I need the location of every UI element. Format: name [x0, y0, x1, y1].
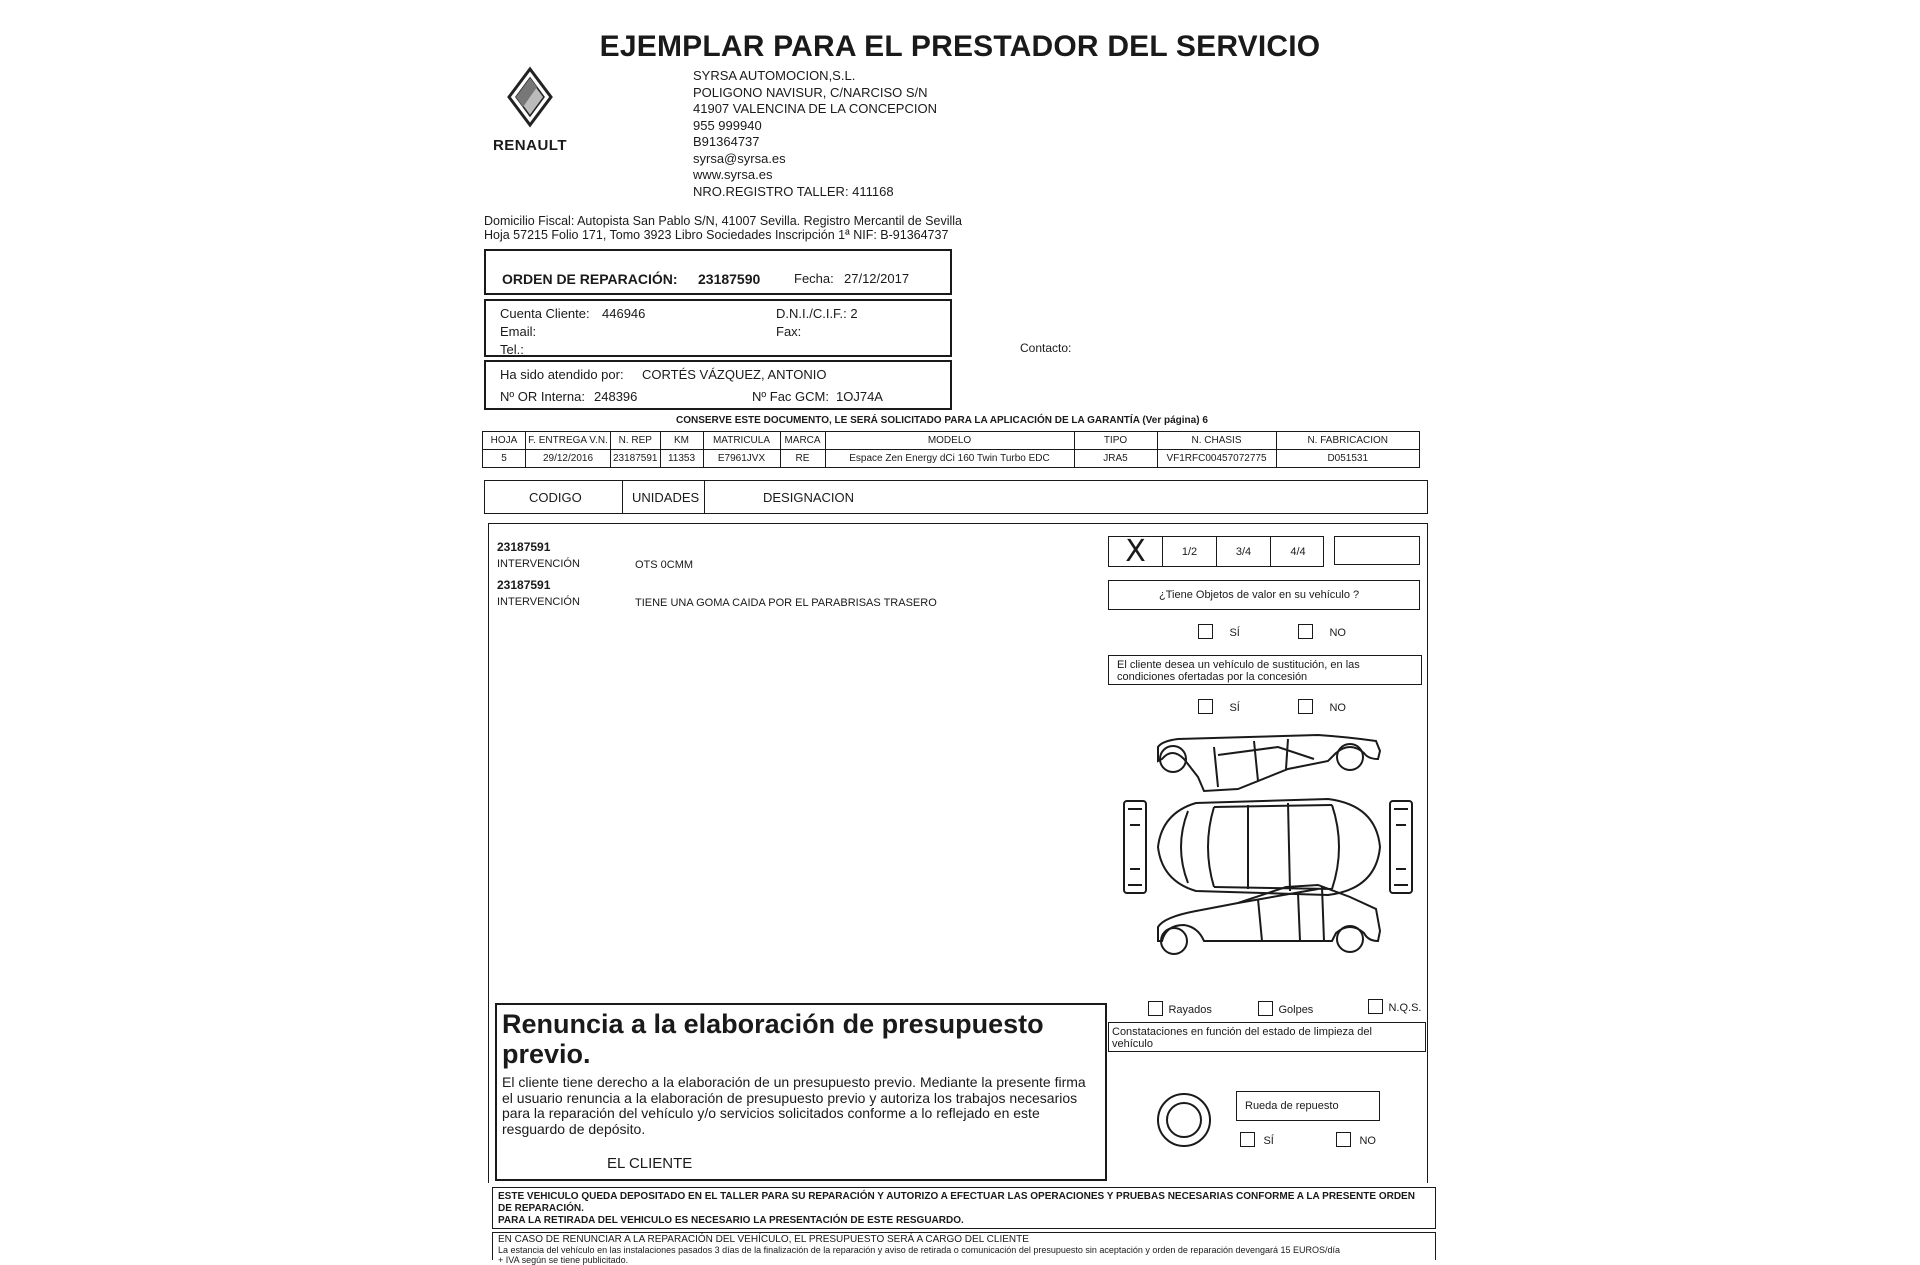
header-hoja: HOJA — [483, 432, 526, 450]
attended-name: CORTÉS VÁZQUEZ, ANTONIO — [642, 367, 827, 382]
items-header-divider-1 — [622, 481, 623, 513]
cell-entrega: 29/12/2016 — [526, 450, 611, 468]
order-label: ORDEN DE REPARACIÓN: — [502, 271, 678, 287]
header-marca: MARCA — [780, 432, 825, 450]
spare-wheel-no-label: NO — [1359, 1135, 1376, 1147]
fiscal-line-2: Hoja 57215 Folio 171, Tomo 3923 Libro Sociedades Inscripción 1ª NIF: B-91364737 — [484, 228, 949, 242]
conditions-box — [492, 1232, 1436, 1265]
or-value: 248396 — [594, 389, 638, 404]
header-codigo: CODIGO — [529, 490, 582, 505]
substitute-no-label: NO — [1329, 702, 1346, 714]
attended-box — [484, 360, 952, 410]
car-top-view — [1158, 799, 1380, 895]
guarantee-notice: CONSERVE ESTE DOCUMENTO, LE SERÁ SOLICITADO PARA LA APLICACIÓN DE LA GARANTÍA (Ver página) 6 — [676, 415, 1208, 426]
order-box — [484, 249, 952, 295]
order-date: 27/12/2017 — [844, 271, 910, 286]
header-chasis: N. CHASIS — [1157, 432, 1276, 450]
substitute-question: El cliente desea un vehículo de sustitución, en las condiciones ofertadas por la concesión — [1117, 659, 1360, 683]
dents-checkbox[interactable] — [1258, 1001, 1273, 1016]
conditions-line-2: La estancia del vehículo en las instalaciones pasados 3 días de la finalización de la reparación y aviso de retirada o comunicación del presupuesto sin aceptación y orden de reparación devengará 15 EUROS/día — [498, 1245, 1341, 1255]
substitute-yes[interactable] — [1198, 698, 1240, 716]
fuel-level-1-4[interactable] — [1109, 533, 1163, 569]
attended-label: Ha sido atendido por: — [500, 367, 624, 382]
company-nif: B91364737 — [693, 134, 760, 149]
valuables-yes[interactable] — [1198, 623, 1240, 641]
cell-matricula: E7961JVX — [703, 450, 780, 468]
item-description: TIENE UNA GOMA CAIDA POR EL PARABRISAS TRASERO — [635, 597, 937, 609]
email-label: Email: — [500, 324, 537, 339]
substitute-no[interactable] — [1298, 698, 1346, 716]
item-code: 23187591 — [497, 578, 551, 592]
nqs-checkbox[interactable] — [1368, 999, 1383, 1014]
renault-logo — [480, 66, 580, 156]
cleaning-note-box — [1108, 1022, 1426, 1052]
header-designacion: DESIGNACION — [763, 490, 855, 505]
cell-hoja: 5 — [483, 450, 526, 468]
valuables-yes-checkbox[interactable] — [1198, 624, 1213, 639]
vehicle-table-header — [483, 432, 1420, 450]
vehicle-table — [482, 431, 1420, 468]
header-tipo: TIPO — [1074, 432, 1157, 450]
cell-modelo: Espace Zen Energy dCi 160 Twin Turbo EDC — [825, 450, 1074, 468]
car-damage-diagram[interactable] — [1118, 725, 1418, 973]
substitute-yes-label: SÍ — [1229, 702, 1240, 714]
account-label: Cuenta Cliente: — [500, 306, 590, 321]
header-km: KM — [660, 432, 703, 450]
contact-label: Contacto: — [1020, 341, 1072, 355]
header-unidades: UNIDADES — [632, 490, 700, 505]
list-item — [497, 540, 694, 578]
waiver-box — [495, 1003, 1107, 1181]
waiver-signature: EL CLIENTE — [607, 1155, 693, 1172]
header-matricula: MATRICULA — [703, 432, 780, 450]
valuables-no-label: NO — [1329, 627, 1346, 639]
company-website: www.syrsa.es — [693, 167, 773, 182]
fuel-level-1-2[interactable]: 1/2 — [1163, 537, 1217, 566]
item-type: INTERVENCIÓN — [497, 558, 580, 570]
substitute-no-checkbox[interactable] — [1298, 699, 1313, 714]
cell-fabricacion: D051531 — [1276, 450, 1420, 468]
cell-tipo: JRA5 — [1074, 450, 1157, 468]
cell-nrep: 23187591 — [611, 450, 661, 468]
header-fabricacion: N. FABRICACION — [1276, 432, 1420, 450]
header-entrega: F. ENTREGA V.N. — [526, 432, 611, 450]
car-side-view-bottom — [1158, 885, 1380, 954]
header-nrep: N. REP — [611, 432, 661, 450]
fac-label: Nº Fac GCM: — [752, 389, 829, 404]
document-title: EJEMPLAR PARA EL PRESTADOR DEL SERVICIO — [599, 30, 1321, 63]
fuel-level-4-4[interactable]: 4/4 — [1290, 545, 1306, 558]
waiver-title: Renuncia a la elaboración de presupuesto previo. — [502, 1009, 1044, 1069]
valuables-question: ¿Tiene Objetos de valor en su vehículo ? — [1159, 589, 1360, 601]
order-date-label: Fecha: — [794, 271, 834, 286]
fuel-extra-box — [1334, 536, 1420, 565]
brand-name: RENAULT — [492, 137, 568, 154]
conditions-line-1: EN CASO DE RENUNCIAR A LA REPARACIÓN DEL VEHÍCULO, EL PRESUPUESTO SERÁ A CARGO DEL CLIENTE — [498, 1234, 1029, 1245]
order-number: 23187590 — [698, 271, 761, 287]
substitute-box — [1108, 655, 1422, 685]
items-header — [484, 480, 1428, 514]
deposit-line-2: PARA LA RETIRADA DEL VEHICULO ES NECESARIO LA PRESENTACIÓN DE ESTE RESGUARDO. — [498, 1215, 964, 1226]
fuel-gauge — [1108, 533, 1324, 569]
valuables-box — [1108, 580, 1420, 610]
fuel-level-3-4[interactable]: 3/4 — [1217, 537, 1271, 566]
item-description: OTS 0CMM — [635, 559, 694, 571]
deposit-notice-box — [492, 1187, 1436, 1229]
fiscal-line-1: Domicilio Fiscal: Autopista San Pablo S/N, 41007 Sevilla. Registro Mercantil de Sevilla — [484, 214, 963, 228]
or-label: Nº OR Interna: — [500, 389, 585, 404]
substitute-yes-checkbox[interactable] — [1198, 699, 1213, 714]
fac-value: 1OJ74A — [836, 389, 883, 404]
client-box — [484, 299, 952, 357]
fax-label: Fax: — [776, 324, 802, 339]
valuables-yes-label: SÍ — [1229, 627, 1240, 639]
dni-label: D.N.I./C.I.F.: 2 — [776, 306, 858, 321]
car-side-view-top — [1158, 735, 1380, 791]
deposit-line-1: ESTE VEHICULO QUEDA DEPOSITADO EN EL TALLER PARA SU REPARACIÓN Y AUTORIZO A EFECTUAR LAS OPERACIONES Y PRUEBAS NECESARIAS CONFORME A LA PRESENTE ORDEN DE REPARACIÓN. — [498, 1191, 1415, 1214]
tel-label: Tel.: — [500, 342, 524, 357]
item-list — [497, 540, 937, 616]
spare-wheel-no-checkbox[interactable] — [1336, 1132, 1351, 1147]
damage-dents[interactable] — [1258, 1000, 1313, 1018]
items-header-divider-2 — [704, 481, 705, 513]
company-registry: NRO.REGISTRO TALLER: 411168 — [693, 183, 894, 199]
car-front-view — [1124, 801, 1146, 893]
account-number: 446946 — [602, 306, 646, 321]
list-item — [497, 578, 937, 616]
cell-chasis: VF1RFC00457072775 — [1157, 450, 1276, 468]
car-rear-view — [1390, 801, 1412, 893]
waiver-body: El cliente tiene derecho a la elaboración de un presupuesto previo. Mediante la presente firma el usuario renuncia a la elaboración de presupuesto previo y autoriza los trabajos necesarios para la reparación del vehículo y/o servicios solicitados conforme a lo reflejado en este resguardo de depósito. — [502, 1074, 1086, 1137]
spare-wheel-label: Rueda de repuesto — [1245, 1100, 1339, 1112]
cell-marca: RE — [780, 450, 825, 468]
cleaning-note: Constataciones en función del estado de limpieza del vehículo — [1112, 1026, 1372, 1050]
company-details — [693, 68, 937, 200]
dents-label: Golpes — [1278, 1004, 1314, 1016]
header-modelo: MODELO — [825, 432, 1074, 450]
company-phone: 955 999940 — [693, 117, 762, 133]
damage-nqs[interactable] — [1368, 998, 1421, 1016]
fiscal-info — [484, 214, 962, 242]
scratches-checkbox[interactable] — [1148, 1001, 1163, 1016]
company-name: SYRSA AUTOMOCION,S.L. — [693, 68, 856, 83]
nqs-label: N.Q.S. — [1388, 1002, 1422, 1014]
spare-wheel-icon — [1156, 1092, 1212, 1148]
valuables-no[interactable] — [1298, 623, 1346, 641]
spare-wheel-yes-checkbox[interactable] — [1240, 1132, 1255, 1147]
vehicle-table-row — [483, 450, 1420, 468]
item-type: INTERVENCIÓN — [497, 596, 580, 608]
company-city: 41907 VALENCINA DE LA CONCEPCION — [693, 101, 937, 116]
scratches-label: Rayados — [1168, 1004, 1212, 1016]
company-email: syrsa@syrsa.es — [693, 150, 786, 166]
spare-wheel-yes-label: SÍ — [1263, 1135, 1274, 1147]
spare-wheel-yes[interactable] — [1240, 1131, 1274, 1149]
company-address: POLIGONO NAVISUR, C/NARCISO S/N — [693, 84, 928, 100]
valuables-no-checkbox[interactable] — [1298, 624, 1313, 639]
damage-scratches[interactable] — [1148, 1000, 1212, 1018]
renault-diamond-icon — [480, 66, 580, 128]
item-code: 23187591 — [497, 540, 551, 554]
spare-wheel-no[interactable] — [1336, 1131, 1376, 1149]
spare-wheel-box — [1236, 1091, 1380, 1121]
cell-km: 11353 — [660, 450, 703, 468]
conditions-line-3: + IVA según se tiene publicitado. — [498, 1255, 629, 1265]
fuel-mark: X — [1125, 533, 1146, 569]
